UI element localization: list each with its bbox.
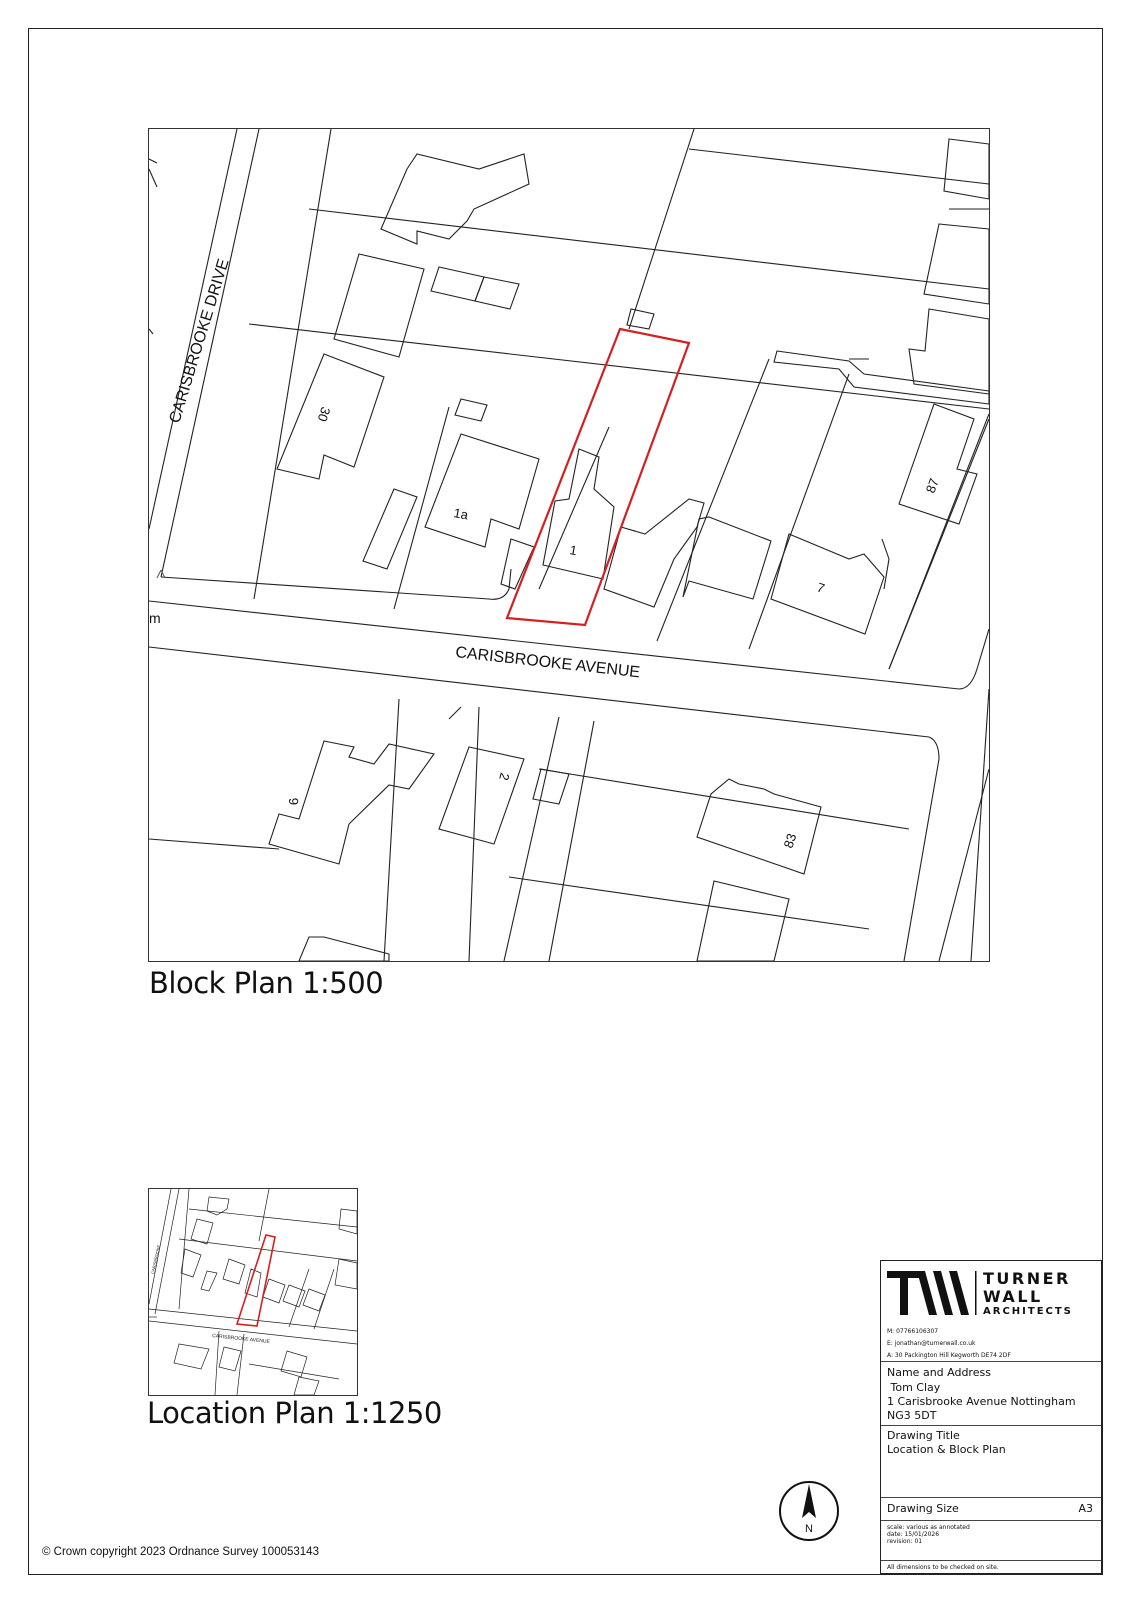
- house-5: [683, 517, 771, 599]
- avenue-junction-east: [904, 737, 939, 961]
- block-plan-svg: [149, 129, 989, 961]
- label-house-83: 83: [780, 831, 800, 850]
- house-87: [899, 404, 977, 524]
- size-divider: [881, 1520, 1101, 1521]
- garage-1a: [363, 489, 417, 569]
- dimensions-note: All dimensions to be checked on site.: [887, 1564, 999, 1571]
- house-2: [439, 747, 524, 844]
- north-arrow-icon: [778, 1480, 840, 1542]
- boundary-wall-ne: [774, 351, 989, 404]
- label-carisbrooke-drive: CARISBROOKE DRIVE: [166, 256, 233, 426]
- contact-section: [881, 1327, 1101, 1363]
- drawing-size-heading: Drawing Size: [887, 1502, 959, 1515]
- house-83: [697, 779, 821, 874]
- label-house-87: 87: [922, 476, 942, 496]
- label-edge-m: m: [149, 610, 161, 626]
- client-name: Tom Clay: [887, 1381, 941, 1394]
- label-house-1a: 1a: [452, 505, 470, 523]
- label-carisbrooke-avenue: CARISBROOKE AVENUE: [454, 644, 641, 682]
- copyright-notice: © Crown copyright 2023 Ordnance Survey 100053143: [42, 1546, 319, 1558]
- location-plan-title: Location Plan 1:1250: [147, 1396, 442, 1430]
- label-house-30: 30: [314, 405, 334, 424]
- client-address-line2: NG3 5DT: [887, 1409, 937, 1422]
- contact-address: A: 30 Packington Hill Kegworth DE74 2DF: [887, 1352, 1011, 1359]
- shed-1a: [455, 399, 487, 421]
- building-ne-2: [924, 224, 989, 304]
- house-3: [604, 499, 704, 607]
- date-note: date: 15/01/2026: [887, 1531, 940, 1538]
- drawing-title: Location & Block Plan: [887, 1443, 1006, 1456]
- building-ne-1: [944, 139, 989, 199]
- drawing-title-section: [881, 1425, 1101, 1497]
- house-1a: [425, 434, 539, 547]
- label-house-1: 1: [568, 542, 579, 559]
- drawing-title-heading: Drawing Title: [887, 1429, 960, 1442]
- location-plan-map: [148, 1188, 358, 1396]
- contact-email: E: jonathan@turnerwall.co.uk: [887, 1340, 976, 1347]
- logo-text-architects: ARCHITECTS: [983, 1306, 1073, 1317]
- drive-west-edge: [149, 129, 237, 529]
- north-arrow: [778, 1480, 840, 1542]
- house-7: [771, 534, 884, 634]
- revision-note: revision: 01: [887, 1538, 923, 1545]
- scale-note: scale: various as annotated: [887, 1524, 970, 1531]
- garage-2: [533, 769, 569, 804]
- logo: [881, 1261, 1101, 1325]
- title-block: [880, 1260, 1102, 1574]
- garage-north-2: [475, 277, 519, 309]
- contact-phone: M: 07766106307: [887, 1328, 939, 1335]
- garage-north-1: [431, 267, 484, 301]
- shed-north: [627, 309, 654, 329]
- name-address-section: [881, 1361, 1101, 1425]
- drive-east-edge-top: [161, 129, 259, 577]
- logo-text-turner: TURNER: [983, 1269, 1071, 1288]
- label-house-9: 9: [286, 797, 302, 806]
- location-label-drive: CARISBROOKE: [150, 1244, 162, 1275]
- building-north-2: [334, 254, 424, 357]
- avenue-north-kerb-west: [161, 569, 511, 599]
- turner-wall-logo-icon: [887, 1269, 977, 1317]
- logo-text-wall: WALL: [983, 1287, 1043, 1306]
- client-address-line1: 1 Carisbrooke Avenue Nottingham: [887, 1395, 1076, 1408]
- drawing-size-section: [881, 1497, 1101, 1575]
- north-label: N: [805, 1523, 813, 1535]
- avenue-north-edge: [149, 601, 959, 689]
- note-divider: [881, 1560, 1101, 1561]
- building-north-1: [381, 154, 529, 244]
- location-plan-svg: [149, 1189, 357, 1395]
- drawing-size-value: A3: [1078, 1502, 1093, 1515]
- building-south-1: [697, 881, 789, 961]
- block-plan-title: Block Plan 1:500: [149, 966, 384, 1000]
- name-address-heading: Name and Address: [887, 1366, 991, 1379]
- label-house-7: 7: [815, 579, 827, 597]
- label-house-2: 2: [496, 771, 513, 783]
- location-label-avenue: CARISBROOKE AVENUE: [211, 1333, 271, 1346]
- house-1: [543, 449, 614, 579]
- block-plan-map: [148, 128, 990, 962]
